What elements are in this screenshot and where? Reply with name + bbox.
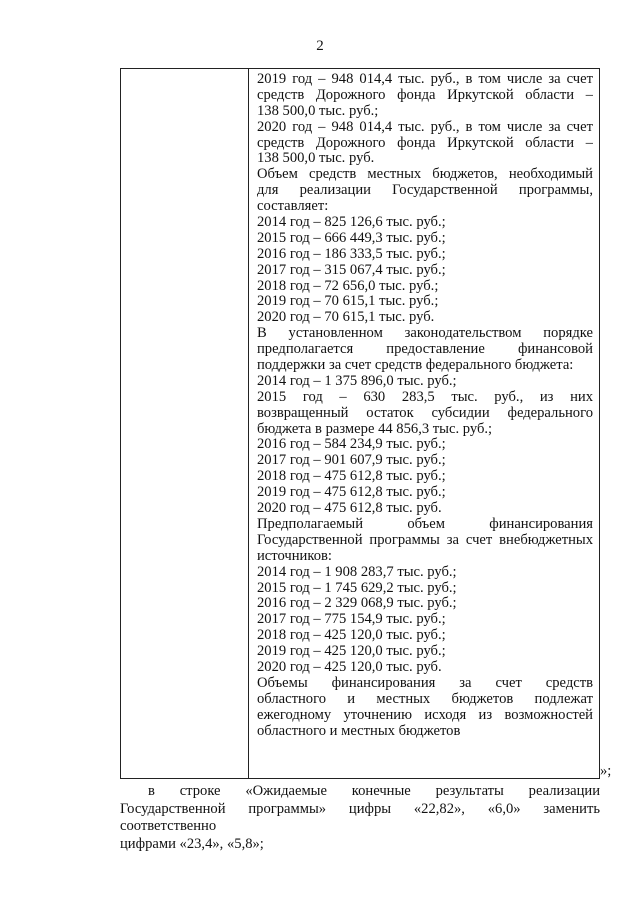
table-cell-line: составляет: [257, 199, 329, 215]
table-cell-line: источников: [257, 548, 332, 564]
table-cell-line: 2018 год – 425 120,0 тыс. руб.; [257, 628, 446, 644]
table-cell-line: 2017 год – 315 067,4 тыс. руб.; [257, 262, 446, 278]
table-cell-line: поддержки за счет средств федерального бюджета: [257, 358, 574, 374]
table-cell-line: средств Дорожного фонда Иркутской области – [257, 135, 593, 151]
page-number: 2 [316, 38, 324, 54]
table-cell-line: 138 500,0 тыс. руб.; [257, 103, 379, 119]
table-cell-line: 2020 год – 425 120,0 тыс. руб. [257, 659, 442, 675]
table-cell-line: 2014 год – 1 375 896,0 тыс. руб.; [257, 373, 457, 389]
table-cell-line: 2019 год – 425 120,0 тыс. руб.; [257, 644, 446, 660]
table-cell-line: возвращенный остаток субсидии федерального [257, 405, 593, 421]
table-cell-line: 2014 год – 1 908 283,7 тыс. руб.; [257, 564, 457, 580]
table-cell-line: 138 500,0 тыс. руб. [257, 151, 375, 167]
table-cell-line: Предполагаемый объем финансирования [257, 516, 593, 532]
table-cell-line: средств Дорожного фонда Иркутской области – [257, 87, 593, 103]
table-cell-line: 2020 год – 70 615,1 тыс. руб. [257, 310, 435, 326]
table-cell-line: 2019 год – 475 612,8 тыс. руб.; [257, 485, 446, 501]
table-cell-line: В установленном законодательством порядке [257, 326, 593, 342]
table-cell-line: областного и местных бюджетов подлежат [257, 691, 593, 707]
table-cell-line: 2016 год – 584 234,9 тыс. руб.; [257, 437, 446, 453]
table-column-divider [248, 68, 249, 779]
table-cell-line: ежегодному уточнению исходя из возможностей [257, 707, 593, 723]
table-cell-line: для реализации Государственной программы, [257, 183, 593, 199]
table-cell-line: Объем средств местных бюджетов, необходимый [257, 167, 593, 183]
table-cell-line: 2016 год – 186 333,5 тыс. руб.; [257, 246, 446, 262]
amendment-paragraph [120, 783, 600, 853]
table-cell-line: 2015 год – 630 283,5 тыс. руб., из них [257, 389, 593, 405]
table-cell-text [257, 72, 593, 739]
table-cell-line: 2015 год – 1 745 629,2 тыс. руб.; [257, 580, 457, 596]
table-cell-line: 2020 год – 948 014,4 тыс. руб., в том числе за счет [257, 119, 593, 135]
closing-quote: »; [600, 763, 612, 779]
table-cell-line: 2018 год – 72 656,0 тыс. руб.; [257, 278, 439, 294]
amendment-line: Государственной программы» цифры «22,82», «6,0» заменить соответственно [120, 800, 600, 834]
table-cell-line: 2017 год – 775 154,9 тыс. руб.; [257, 612, 446, 628]
table-cell-line: 2020 год – 475 612,8 тыс. руб. [257, 501, 442, 517]
table-cell-line: 2019 год – 948 014,4 тыс. руб., в том числе за счет [257, 72, 593, 87]
table-cell-line: областного и местных бюджетов [257, 723, 461, 739]
table-cell-line: 2017 год – 901 607,9 тыс. руб.; [257, 453, 446, 469]
table-cell-line: предполагается предоставление финансовой [257, 342, 593, 358]
table-cell-line: 2018 год – 475 612,8 тыс. руб.; [257, 469, 446, 485]
amendment-line: в строке «Ожидаемые конечные результаты реализации [148, 783, 600, 799]
table-cell-line: 2015 год – 666 449,3 тыс. руб.; [257, 230, 446, 246]
table-cell-line: бюджета в размере 44 856,3 тыс. руб.; [257, 421, 493, 437]
table-cell-line: Объемы финансирования за счет средств [257, 675, 593, 691]
amendment-line: цифрами «23,4», «5,8»; [120, 835, 264, 852]
table-cell-line: 2016 год – 2 329 068,9 тыс. руб.; [257, 596, 457, 612]
table-cell-line: Государственной программы за счет внебюджетных [257, 532, 593, 548]
table-cell-line: 2014 год – 825 126,6 тыс. руб.; [257, 215, 446, 231]
table-cell-line: 2019 год – 70 615,1 тыс. руб.; [257, 294, 439, 310]
